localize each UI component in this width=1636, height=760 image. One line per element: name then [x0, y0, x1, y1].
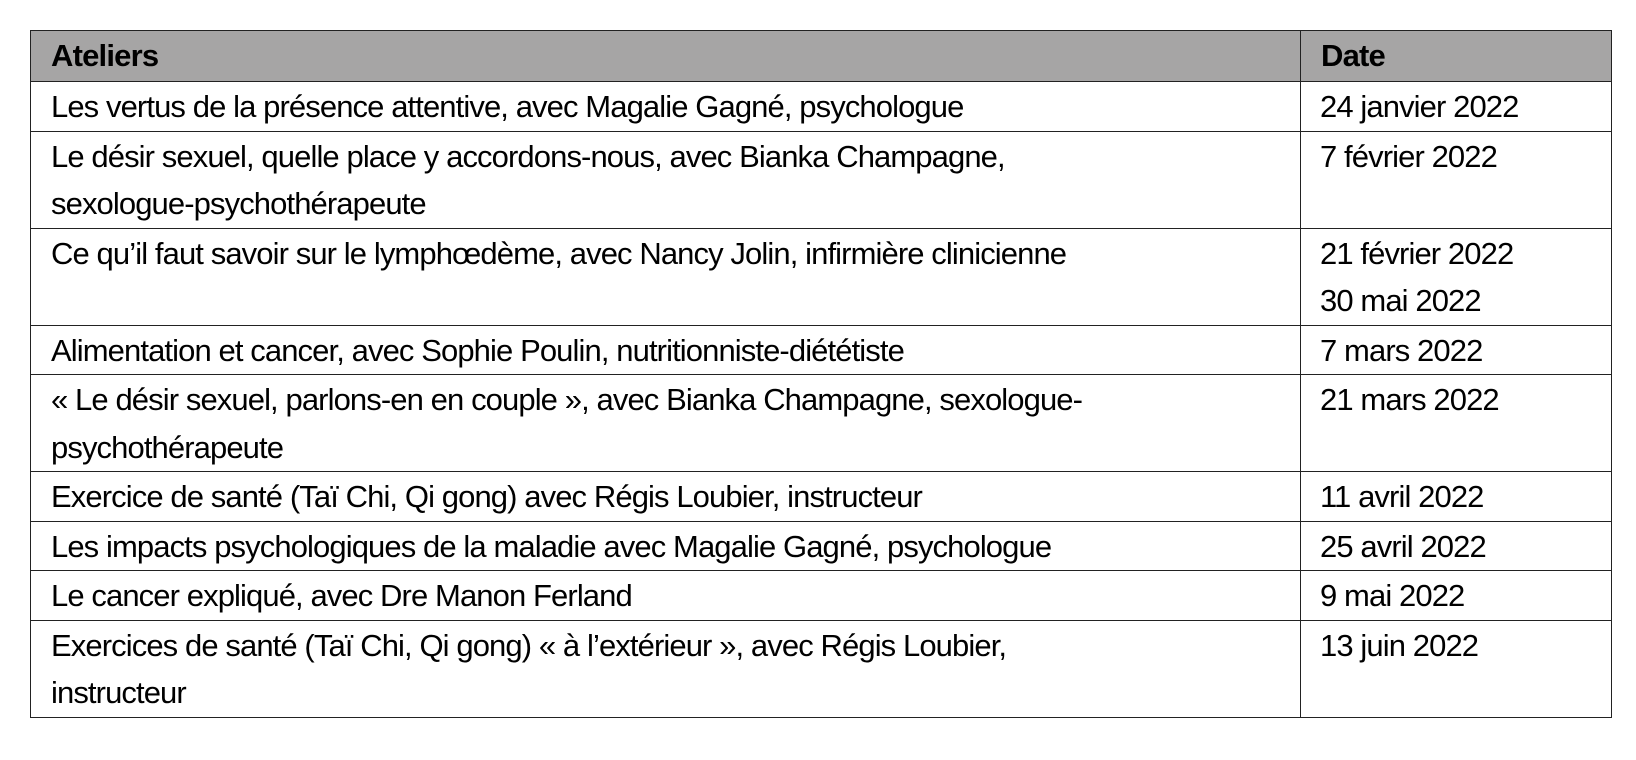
date-text: 13 juin 2022: [1320, 627, 1479, 663]
date-text: 7 février 2022: [1320, 138, 1497, 174]
table-row: [31, 472, 1612, 522]
atelier-cell: Les vertus de la présence attentive, avec Magalie Gagné, psychologue: [31, 82, 1301, 132]
atelier-cell: Les impacts psychologiques de la maladie avec Magalie Gagné, psychologue: [31, 521, 1301, 571]
table-row: [31, 620, 1612, 717]
date-cell: [1301, 82, 1612, 132]
date-cell: [1301, 131, 1612, 228]
table-row: [31, 375, 1612, 472]
date-text: 11 avril 2022: [1320, 479, 1484, 514]
date-cell: [1301, 228, 1612, 325]
date-text: 21 février 2022: [1320, 235, 1514, 271]
table-row: [31, 82, 1612, 132]
date-text: 21 mars 2022: [1320, 382, 1499, 417]
atelier-cell: Le désir sexuel, quelle place y accordons-nous, avec Bianka Champagne, sexologue-psychothérapeute: [31, 131, 1301, 228]
atelier-cell: Ce qu’il faut savoir sur le lymphœdème, avec Nancy Jolin, infirmière clinicienne: [31, 228, 1301, 325]
date-cell: [1301, 620, 1612, 717]
atelier-cell: Le cancer expliqué, avec Dre Manon Ferland: [31, 571, 1301, 621]
date-cell: [1301, 571, 1612, 621]
table-row: [31, 571, 1612, 621]
date-text-secondary: 30 mai 2022: [1320, 283, 1481, 318]
date-text: 24 janvier 2022: [1320, 89, 1519, 124]
table-row: [31, 325, 1612, 375]
atelier-cell: Exercices de santé (Taï Chi, Qi gong) « à l’extérieur », avec Régis Loubier, instructeur: [31, 620, 1301, 717]
date-cell: [1301, 375, 1612, 472]
atelier-cell: Exercice de santé (Taï Chi, Qi gong) avec Régis Loubier, instructeur: [31, 472, 1301, 522]
date-cell: [1301, 325, 1612, 375]
column-header-date: Date: [1301, 31, 1612, 82]
date-text: 7 mars 2022: [1320, 332, 1483, 368]
atelier-cell: « Le désir sexuel, parlons-en en couple », avec Bianka Champagne, sexologue- psychothérapeute: [31, 375, 1301, 472]
column-header-ateliers: Ateliers: [31, 31, 1301, 82]
date-cell: [1301, 472, 1612, 522]
workshop-schedule-table: [30, 30, 1612, 718]
table-row: [31, 521, 1612, 571]
atelier-cell: Alimentation et cancer, avec Sophie Poulin, nutritionniste-diététiste: [31, 325, 1301, 375]
date-text: 9 mai 2022: [1320, 578, 1465, 613]
date-cell: [1301, 521, 1612, 571]
table-row: [31, 131, 1612, 228]
table-row: [31, 228, 1612, 325]
date-text: 25 avril 2022: [1320, 528, 1486, 564]
table-header-row: [31, 31, 1612, 82]
